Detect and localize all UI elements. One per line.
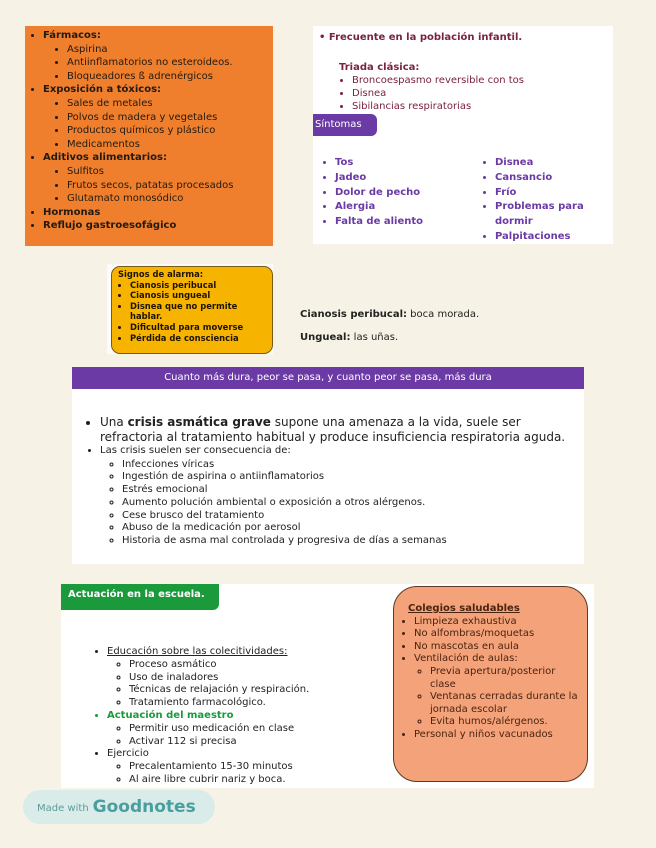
list-item: • Sibilancias respiratorias (352, 100, 524, 113)
list-item: ◦ Historia de asma mal controlada y progresiva de días a semanas (122, 535, 584, 548)
list-item: ◦ Infecciones víricas (122, 459, 584, 472)
crisis-box (72, 389, 584, 564)
list-item: • Glutamato monosódico (67, 192, 267, 206)
list-item: • Cianosis peribucal (130, 280, 266, 291)
list-item: ◦ Evita humos/alérgenos. (430, 716, 579, 729)
list-item: • Frutos secos, patatas procesados (67, 179, 267, 193)
list-item: • Disnea (495, 156, 609, 171)
alarm-signs-box (107, 264, 273, 354)
ejercicio-group: • Ejercicio ◦ Precalentamiento 15-30 minutos ◦ Al aire libre cubrir nariz y boca. (107, 748, 309, 786)
group-aditivos: • Aditivos alimentarios: • Sulfitos • Frutos secos, patatas procesados • Glutamato monosódico (43, 151, 267, 205)
list-item: ◦ Cese brusco del tratamiento (122, 510, 584, 523)
list-item: • Palpitaciones (495, 230, 609, 245)
colegios-box (393, 586, 588, 782)
list-item: ◦ Previa apertura/posterior clase (430, 666, 579, 691)
actuacion-group: • Actuación del maestro ◦ Permitir uso medicación en clase ◦ Activar 112 si precisa (107, 710, 309, 748)
group-toxicos: • Exposición a tóxicos: • Sales de metales • Polvos de madera y vegetales • Productos químicos y plástico • Medicamentos (43, 83, 267, 151)
note-ungueal: Ungueal: las uñas. (300, 332, 399, 343)
list-item: • Sales de metales (67, 97, 267, 111)
educacion-group: • Educación sobre las colecitividades: ◦ Proceso asmático ◦ Uso de inaladores ◦ Técnicas de relajación y respiración. ◦ Tratamiento farmacológico. (107, 646, 309, 710)
list-item: • Cansancio (495, 171, 609, 186)
list-item: ◦ Aumento polución ambiental o exposición a otros alérgenos. (122, 497, 584, 510)
list-item: ◦ Abuso de la medicación por aerosol (122, 522, 584, 535)
list-item: ◦ Estrés emocional (122, 484, 584, 497)
list-item: • Frío (495, 186, 609, 201)
triggers-box (25, 26, 273, 246)
list-item: • Cianosis ungueal (130, 290, 266, 301)
list-item: • Productos químicos y plástico (67, 124, 267, 138)
alarm-title: Signos de alarma: (118, 269, 204, 279)
list-item: ◦ Ingestión de aspirina o antiinflamatorios (122, 471, 584, 484)
list-item: ◦ Técnicas de relajación y respiración. (129, 684, 309, 697)
made-with-badge[interactable]: Made with Goodnotes (23, 790, 215, 824)
sintomas-label: Síntomas (313, 114, 377, 136)
goodnotes-logo: Goodnotes (92, 797, 196, 817)
asthma-info-box (313, 26, 613, 244)
list-item: • Personal y niños vacunados (414, 729, 579, 742)
list-item: ◦ Permitir uso medicación en clase (129, 723, 309, 736)
list-item: • Ventilación de aulas: ◦ Previa apertura/posterior clase ◦ Ventanas cerradas durante la jornada escolar ◦ Evita humos/alérgenos. (414, 653, 579, 729)
list-item: ◦ Ventanas cerradas durante la jornada escolar (430, 691, 579, 716)
list-item: • Pérdida de consciencia (130, 333, 266, 344)
note-cianosis: Cianosis peribucal: boca morada. (300, 309, 480, 320)
colegios-title: Colegios saludables (408, 603, 520, 614)
list-item: ◦ Proceso asmático (129, 659, 309, 672)
frecuente-text: • Frecuente en la población infantil. (319, 32, 523, 43)
list-item: ◦ Precalentamiento 15-30 minutos (129, 761, 309, 774)
group-reflujo: • Reflujo gastroesofágico (43, 219, 267, 233)
quote-banner: Cuanto más dura, peor se pasa, y cuanto peor se pasa, más dura (72, 367, 584, 389)
list-item: • Jadeo (335, 171, 423, 186)
list-item: • Disnea que no permite hablar. (130, 301, 266, 322)
list-item: • Disnea (352, 87, 524, 100)
list-item: • Broncoespasmo reversible con tos (352, 74, 524, 87)
list-item: • Aspirina (67, 43, 267, 57)
list-item: • Alergia (335, 200, 423, 215)
list-item: • Dolor de pecho (335, 186, 423, 201)
list-item: • Sulfitos (67, 165, 267, 179)
list-item: • Medicamentos (67, 138, 267, 152)
escuela-tab: Actuación en la escuela. (61, 584, 219, 610)
list-item: • No mascotas en aula (414, 641, 579, 654)
list-item: • Problemas para dormir (495, 200, 609, 230)
list-item: • Limpieza exhaustiva (414, 616, 579, 629)
list-item: • Tos (335, 156, 423, 171)
sintomas-col2 (479, 156, 609, 245)
list-item: • Dificultad para moverse (130, 322, 266, 333)
group-farmacos: • Fármacos: • Aspirina • Antiinflamatorios no esteroideos. • Bloqueadores ß adrenérgicos (43, 29, 267, 83)
list-item: • Antiinflamatorios no esteroideos. (67, 56, 267, 70)
list-item: • Polvos de madera y vegetales (67, 111, 267, 125)
list-item: • No alfombras/moquetas (414, 628, 579, 641)
list-item: • Falta de aliento (335, 215, 423, 230)
triada: Triada clásica: • Broncoespasmo reversible con tos • Disnea • Sibilancias respiratorias (339, 61, 524, 113)
list-item: • Bloqueadores ß adrenérgicos (67, 70, 267, 84)
crisis-causes: • Las crisis suelen ser consecuencia de: ◦ Infecciones víricas ◦ Ingestión de aspirina o antiinflamatorios ◦ Estrés emocional ◦ Aumento polución ambiental o exposición a otros alérgenos. ◦ Cese brusco del tratamiento ◦ Abuso de la medicación por aerosol ◦ Historia de asma mal controlada y progresiva de días a semanas (100, 444, 584, 548)
list-item: ◦ Activar 112 si precisa (129, 736, 309, 749)
crisis-definition: • Una crisis asmática grave supone una amenaza a la vida, suele ser refractoria al tratamiento habitual y produce insuficiencia respiratoria aguda. (100, 415, 584, 444)
list-item: ◦ Tratamiento farmacológico. (129, 697, 309, 710)
group-hormonas: • Hormonas (43, 206, 267, 220)
list-item: ◦ Al aire libre cubrir nariz y boca. (129, 774, 309, 787)
list-item: ◦ Uso de inaladores (129, 672, 309, 685)
sintomas-col1 (319, 156, 423, 230)
